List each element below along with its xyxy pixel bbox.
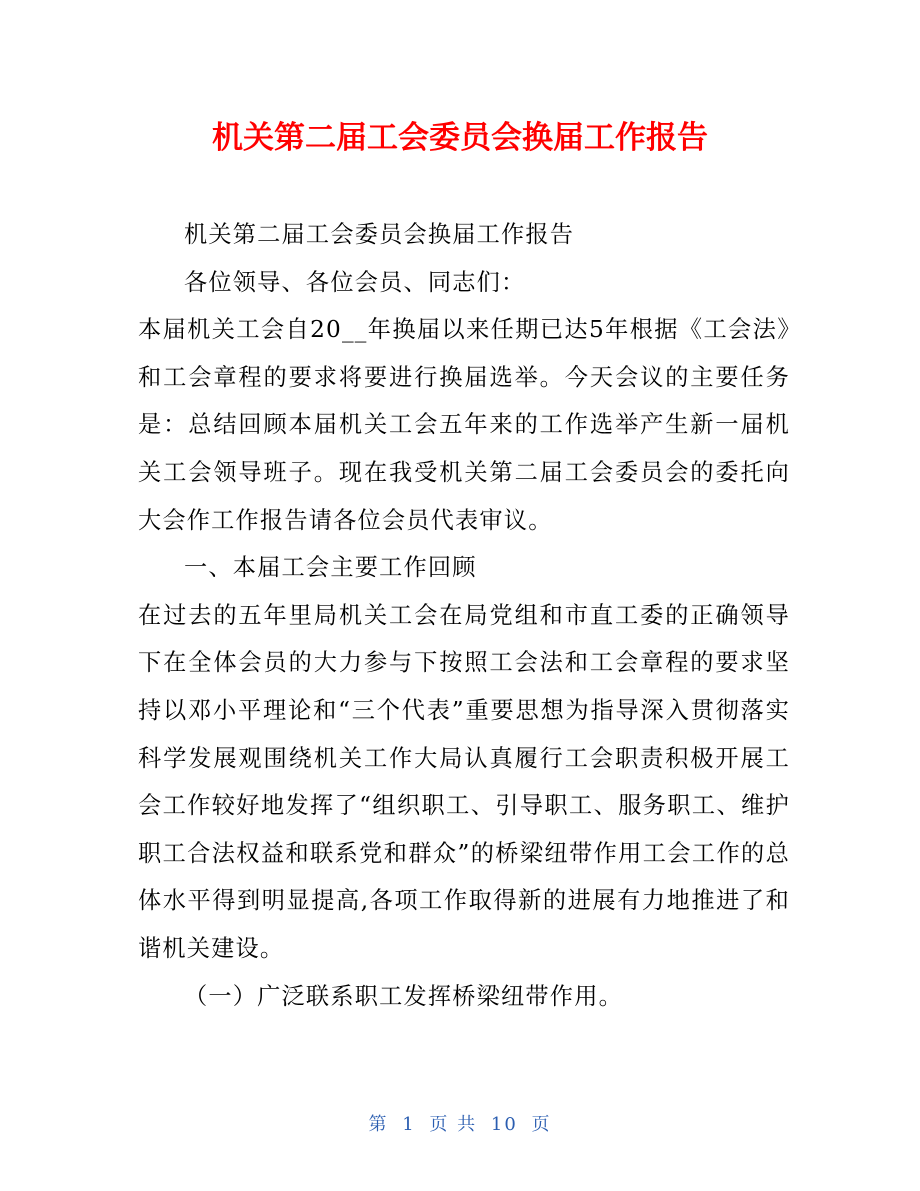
document-title: 机关第二届工会委员会换届工作报告 — [212, 120, 708, 156]
page-label-prefix: 第 — [368, 1114, 389, 1135]
section-heading-review: 一、本届工会主要工作回顾 — [184, 554, 477, 582]
document-body — [138, 211, 790, 1020]
paragraph-subtitle: 机关第二届工会委员会换届工作报告 — [184, 221, 575, 248]
paragraph-salutation: 各位领导、各位会员、同志们： — [184, 268, 526, 296]
current-page-number: 1 — [402, 1114, 416, 1135]
subsection-heading-1: （一）广泛联系职工发挥桥梁纽带作用。 — [184, 982, 623, 1010]
page-label-mid: 页 共 — [429, 1114, 478, 1135]
total-pages-number: 10 — [490, 1114, 518, 1135]
paragraph-review: 在过去的五年里局机关工会在局党组和市直工委的正确领导下在全体会员的大力参与下按照工会法和工会章程的要求坚持以邓小平理论和“三个代表”重要思想为指导深入贯彻落实科学发展观围绕机关工作大局认真履行工会职责积极开展工会工作较好地发挥了“组织职工、引导职工、服务职工、维护职工合法权益和联系党和群众”的桥梁纽带作用工会工作的总体水平得到明显提高,各项工作取得新的进展有力地推进了和谐机关建设。 — [138, 601, 790, 962]
page-number-footer — [0, 1112, 920, 1138]
paragraph-intro: 本届机关工会自20__年换届以来任期已达5年根据《工会法》和工会章程的要求将要进行换届选举。今天会议的主要任务是：总结回顾本届机关工会五年来的工作选举产生新一届机关工会领导班子。现在我受机关第二届工会委员会的委托向大会作工作报告请各位会员代表审议。 — [138, 316, 790, 534]
page-label-suffix: 页 — [531, 1114, 552, 1135]
